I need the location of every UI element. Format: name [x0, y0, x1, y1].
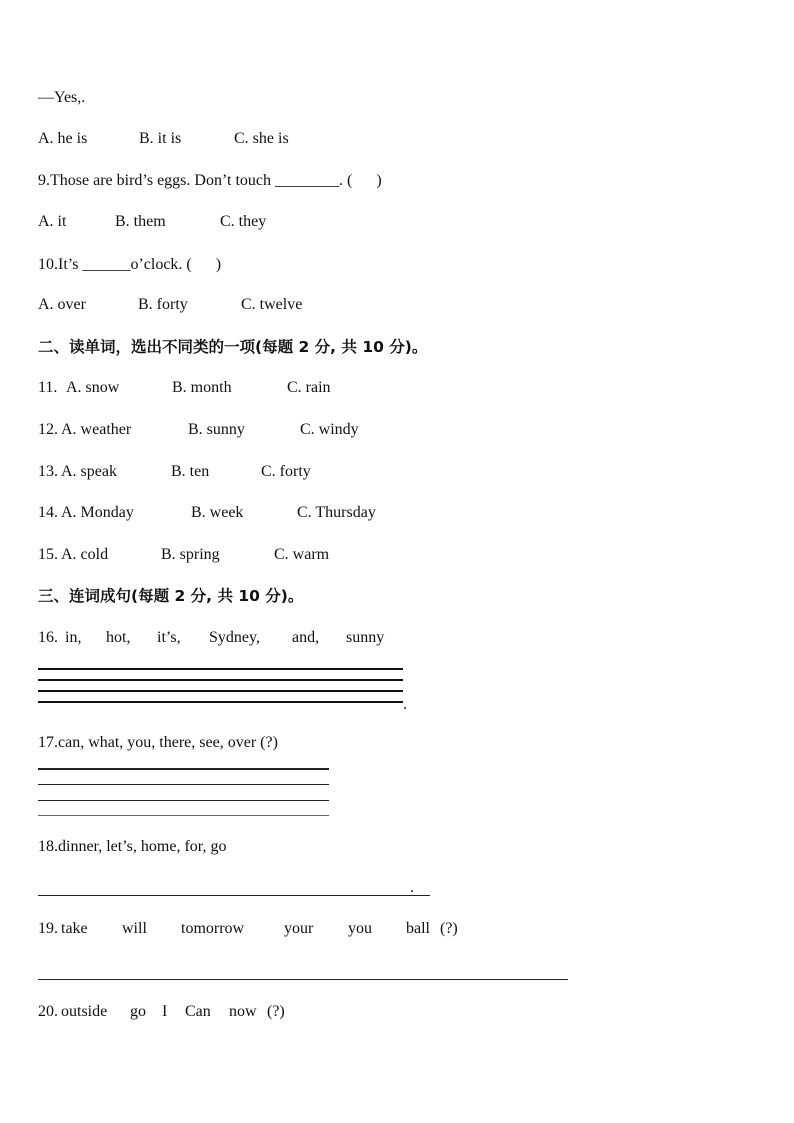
- q11-number: 11.: [38, 379, 58, 396]
- q16-answer-line[interactable]: [38, 690, 403, 692]
- q9-option-a[interactable]: A. it: [38, 213, 67, 230]
- q19-word: tomorrow: [181, 920, 245, 937]
- q10-option-b[interactable]: B. forty: [138, 296, 188, 313]
- q11-row: [38, 379, 538, 399]
- q16-word: Sydney,: [209, 629, 260, 646]
- q18-end-mark: .: [410, 879, 414, 896]
- q16-answer-line[interactable]: [38, 701, 403, 703]
- q20-words: [38, 1003, 438, 1023]
- q13-row: [38, 463, 538, 483]
- q20-number: 20.: [38, 1003, 58, 1020]
- q11-option-c[interactable]: C. rain: [287, 379, 331, 396]
- q12-option-b[interactable]: B. sunny: [188, 421, 245, 438]
- q17-answer-line[interactable]: [38, 768, 329, 770]
- section-2-heading: 二、读单词，选出不同类的一项(每题 2 分, 共 10 分)。: [38, 338, 428, 356]
- q14-option-c[interactable]: C. Thursday: [297, 504, 376, 521]
- q11-option-a[interactable]: A. snow: [66, 379, 120, 396]
- q16-word: in,: [65, 629, 82, 646]
- q12-row: [38, 421, 538, 441]
- q19-punctuation: (?): [440, 920, 458, 937]
- q8-option-b[interactable]: B. it is: [139, 130, 182, 147]
- q13-option-a[interactable]: A. speak: [61, 463, 117, 480]
- q9-option-b[interactable]: B. them: [115, 213, 166, 230]
- q13-number: 13.: [38, 463, 58, 480]
- q16-answer-line[interactable]: [38, 679, 403, 681]
- q12-number: 12.: [38, 421, 58, 438]
- q20-word: outside: [61, 1003, 108, 1020]
- q14-option-a[interactable]: A. Monday: [61, 504, 134, 521]
- q17-words: 17.can, what, you, there, see, over (?): [38, 734, 278, 751]
- q12-option-c[interactable]: C. windy: [300, 421, 359, 438]
- q19-answer-line[interactable]: [38, 979, 568, 980]
- q10-options: [38, 296, 438, 316]
- q17-answer-line[interactable]: [38, 800, 329, 801]
- q17-answer-line[interactable]: [38, 784, 329, 785]
- q16-words: [38, 629, 538, 649]
- q16-word: and,: [292, 629, 320, 646]
- q19-word: you: [348, 920, 372, 937]
- q9-options: [38, 213, 438, 233]
- q20-word: I: [162, 1003, 168, 1020]
- q14-number: 14.: [38, 504, 58, 521]
- q20-word: go: [130, 1003, 146, 1020]
- q19-number: 19.: [38, 920, 58, 937]
- q16-number: 16.: [38, 629, 58, 646]
- q8-option-c[interactable]: C. she is: [234, 130, 289, 147]
- q20-punctuation: (?): [267, 1003, 285, 1020]
- q12-option-a[interactable]: A. weather: [61, 421, 132, 438]
- q10-option-c[interactable]: C. twelve: [241, 296, 303, 313]
- q16-word: hot,: [106, 629, 131, 646]
- q19-words: [38, 920, 538, 940]
- q15-row: [38, 546, 538, 566]
- q15-option-c[interactable]: C. warm: [274, 546, 330, 563]
- q17-answer-line[interactable]: [38, 815, 329, 816]
- q19-word: take: [61, 920, 88, 937]
- q13-option-c[interactable]: C. forty: [261, 463, 311, 480]
- q10-stem: 10.It’s ______o’clock. ( ): [38, 256, 222, 273]
- q11-option-b[interactable]: B. month: [172, 379, 232, 396]
- q13-option-b[interactable]: B. ten: [171, 463, 210, 480]
- q15-number: 15.: [38, 546, 58, 563]
- q15-option-a[interactable]: A. cold: [61, 546, 109, 563]
- q8-answer-line: —Yes,.: [38, 89, 86, 106]
- section-3-heading: 三、连词成句(每题 2 分, 共 10 分)。: [38, 587, 304, 605]
- q16-end-mark: .: [403, 696, 407, 713]
- q20-word: Can: [185, 1003, 211, 1020]
- q16-word: sunny: [346, 629, 385, 646]
- q10-option-a[interactable]: A. over: [38, 296, 86, 313]
- q18-words: 18.dinner, let’s, home, for, go: [38, 838, 227, 855]
- q19-word: will: [122, 920, 147, 937]
- q14-option-b[interactable]: B. week: [191, 504, 244, 521]
- q16-answer-line[interactable]: [38, 668, 403, 670]
- q8-options: [38, 130, 438, 150]
- q19-word: ball: [406, 920, 430, 937]
- q8-option-a[interactable]: A. he is: [38, 130, 88, 147]
- q20-word: now: [229, 1003, 257, 1020]
- q9-option-c[interactable]: C. they: [220, 213, 267, 230]
- q9-stem: 9.Those are bird’s eggs. Don’t touch ________. ( ): [38, 172, 382, 189]
- q15-option-b[interactable]: B. spring: [161, 546, 220, 563]
- q19-word: your: [284, 920, 314, 937]
- q14-row: [38, 504, 538, 524]
- q16-word: it’s,: [157, 629, 181, 646]
- q18-answer-line[interactable]: [38, 895, 430, 896]
